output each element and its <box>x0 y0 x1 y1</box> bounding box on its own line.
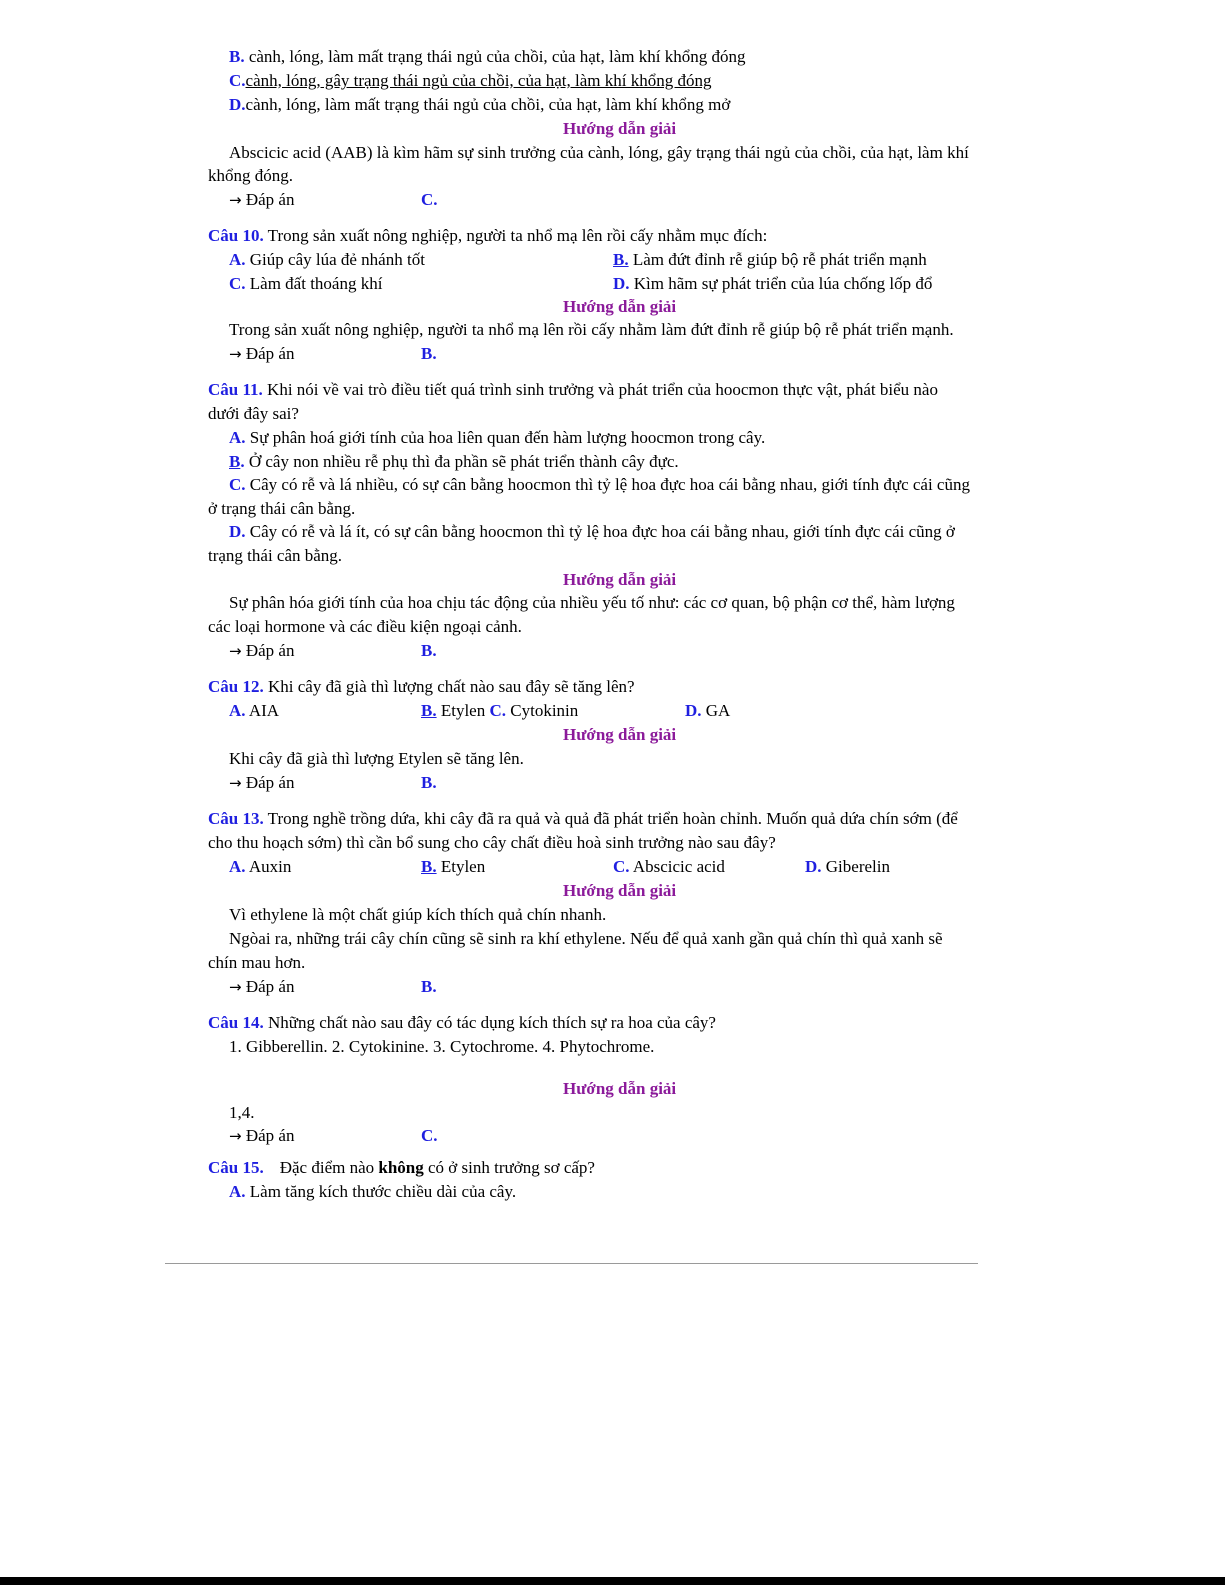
option-label: B. <box>229 47 245 66</box>
page-divider <box>165 1263 978 1264</box>
q10-question: Câu 10. Trong sản xuất nông nghiệp, người ta nhổ mạ lên rồi cấy nhằm mục đích: <box>208 226 768 245</box>
q9-answer-row: → Đáp án <box>229 190 295 209</box>
q12-option-a: A. AIA <box>229 701 280 720</box>
q11-answer-row: → Đáp án <box>229 641 295 660</box>
q10-option-d: D. Kìm hãm sự phát triển của lúa chống lốp đổ <box>613 274 933 293</box>
option-label: D. <box>229 95 246 114</box>
q11-answer: B. <box>421 641 437 660</box>
q14-guide-title: Hướng dẫn giải <box>563 1079 677 1098</box>
q11-question-cont: dưới đây sai? <box>208 404 299 423</box>
q11-option-b: B. Ở cây non nhiều rễ phụ thì đa phần sẽ phát triển thành cây đực. <box>229 452 679 471</box>
q9-option-d <box>229 95 730 115</box>
q12-answer: B. <box>421 773 437 792</box>
q10-option-a: A. Giúp cây lúa đẻ nhánh tốt <box>229 250 425 269</box>
q11-option-c: C. Cây có rễ và lá nhiều, có sự cân bằng hoocmon thì tỷ lệ hoa đực hoa cái bằng nhau, giới tính đực cái cũng <box>229 475 970 494</box>
q11-option-a: A. Sự phân hoá giới tính của hoa liên quan đến hàm lượng hoocmon trong cây. <box>229 428 766 447</box>
option-label: C. <box>229 71 246 90</box>
q15-option-a: A. Làm tăng kích thước chiều dài của cây. <box>229 1182 517 1201</box>
q9-guide-line: khổng đóng. <box>208 166 293 185</box>
q11-option-d-cont: trạng thái cân bằng. <box>208 546 343 565</box>
q10-answer: B. <box>421 344 437 363</box>
question-number: Câu 10. <box>208 226 264 245</box>
q14-answer: C. <box>421 1126 438 1145</box>
q9-guide-title: Hướng dẫn giải <box>563 119 677 138</box>
question-number: Câu 11. <box>208 380 263 399</box>
bottom-edge-bar <box>0 1577 1225 1585</box>
q13-answer: B. <box>421 977 437 996</box>
arrow-icon: → <box>229 642 242 660</box>
q13-option-b: B. Etylen <box>421 857 486 876</box>
arrow-icon: → <box>229 1127 242 1145</box>
q12-option-d: D. GA <box>685 701 731 720</box>
q11-option-d: D. Cây có rễ và lá ít, có sự cân bằng hoocmon thì tỷ lệ hoa đực hoa cái bằng nhau, giới tính đực cái cũng ở <box>229 522 955 541</box>
q13-question: Câu 13. Trong nghề trồng dứa, khi cây đã ra quả và quả đã phát triển hoàn chỉnh. Muốn quả dứa chín sớm (để <box>208 809 958 828</box>
q14-items: 1. Gibberellin. 2. Cytokinine. 3. Cytochrome. 4. Phytochrome. <box>229 1037 655 1056</box>
q10-guide-title: Hướng dẫn giải <box>563 297 677 316</box>
question-number: Câu 15. <box>208 1158 264 1177</box>
option-text: cành, lóng, gây trạng thái ngủ của chồi, của hạt, làm khí khổng đóng <box>245 71 712 90</box>
q9-guide-line: Abscicic acid (AAB) là kìm hãm sự sinh trưởng của cành, lóng, gây trạng thái ngủ của chồi, của hạt, làm khí <box>229 143 969 162</box>
q11-guide-line: Sự phân hóa giới tính của hoa chịu tác động của nhiều yếu tố như: các cơ quan, bộ phận cơ thể, hàm lượng <box>229 593 955 612</box>
arrow-icon: → <box>229 345 242 363</box>
q13-guide-title: Hướng dẫn giải <box>563 881 677 900</box>
q9-option-b <box>229 47 746 67</box>
q15-question: Câu 15. Đặc điểm nào không có ở sinh trưởng sơ cấp? <box>208 1158 595 1177</box>
q13-answer-row: → Đáp án <box>229 977 295 996</box>
q13-question-cont: cho thu hoạch sớm) thì cần bổ sung cho cây chất điều hoà sinh trưởng nào sau đây? <box>208 833 776 852</box>
q12-option-bc: B. Etylen C. Cytokinin <box>421 701 579 720</box>
q13-guide-line: Ngòai ra, những trái cây chín cũng sẽ sinh ra khí ethylene. Nếu để quả xanh gần quả chín thì quả xanh sẽ <box>229 929 943 948</box>
q9-answer: C. <box>421 190 438 209</box>
q14-question: Câu 14. Những chất nào sau đây có tác dụng kích thích sự ra hoa của cây? <box>208 1013 716 1032</box>
arrow-icon: → <box>229 978 242 996</box>
q11-guide-title: Hướng dẫn giải <box>563 570 677 589</box>
q13-guide-line: chín mau hơn. <box>208 953 306 972</box>
question-number: Câu 14. <box>208 1013 264 1032</box>
q13-option-a: A. Auxin <box>229 857 292 876</box>
q11-question: Câu 11. Khi nói về vai trò điều tiết quá trình sinh trưởng và phát triển của hoocmon thực vật, phát biểu nào <box>208 380 938 399</box>
q14-guide-line: 1,4. <box>229 1103 255 1122</box>
q13-option-d: D. Giberelin <box>805 857 890 876</box>
q12-answer-row: → Đáp án <box>229 773 295 792</box>
arrow-icon: → <box>229 774 242 792</box>
q12-question: Câu 12. Khi cây đã già thì lượng chất nào sau đây sẽ tăng lên? <box>208 677 635 696</box>
q13-option-c: C. Abscicic acid <box>613 857 725 876</box>
q10-option-b: B. Làm đứt đỉnh rễ giúp bộ rễ phát triển mạnh <box>613 250 927 269</box>
q10-answer-row: → Đáp án <box>229 344 295 363</box>
q11-guide-line: các loại hormone và các điều kiện ngoại cảnh. <box>208 617 522 636</box>
question-number: Câu 13. <box>208 809 264 828</box>
option-text: cành, lóng, làm mất trạng thái ngủ của chồi, của hạt, làm khí khổng mở <box>245 95 731 114</box>
q12-guide-title: Hướng dẫn giải <box>563 725 677 744</box>
question-number: Câu 12. <box>208 677 264 696</box>
q13-guide-line: Vì ethylene là một chất giúp kích thích quả chín nhanh. <box>229 905 607 924</box>
q9-option-c <box>229 71 712 91</box>
q10-option-c: C. Làm đất thoáng khí <box>229 274 383 293</box>
q12-guide-line: Khi cây đã già thì lượng Etylen sẽ tăng lên. <box>229 749 524 768</box>
q10-guide-line: Trong sản xuất nông nghiệp, người ta nhổ mạ lên rồi cấy nhằm làm đứt đỉnh rễ giúp bộ rễ phát triển mạnh. <box>229 320 954 339</box>
q14-answer-row: → Đáp án <box>229 1126 295 1145</box>
arrow-icon: → <box>229 191 242 209</box>
option-text: cành, lóng, làm mất trạng thái ngủ của chồi, của hạt, làm khí khổng đóng <box>244 47 746 66</box>
q11-option-c-cont: ở trạng thái cân bằng. <box>208 499 356 518</box>
